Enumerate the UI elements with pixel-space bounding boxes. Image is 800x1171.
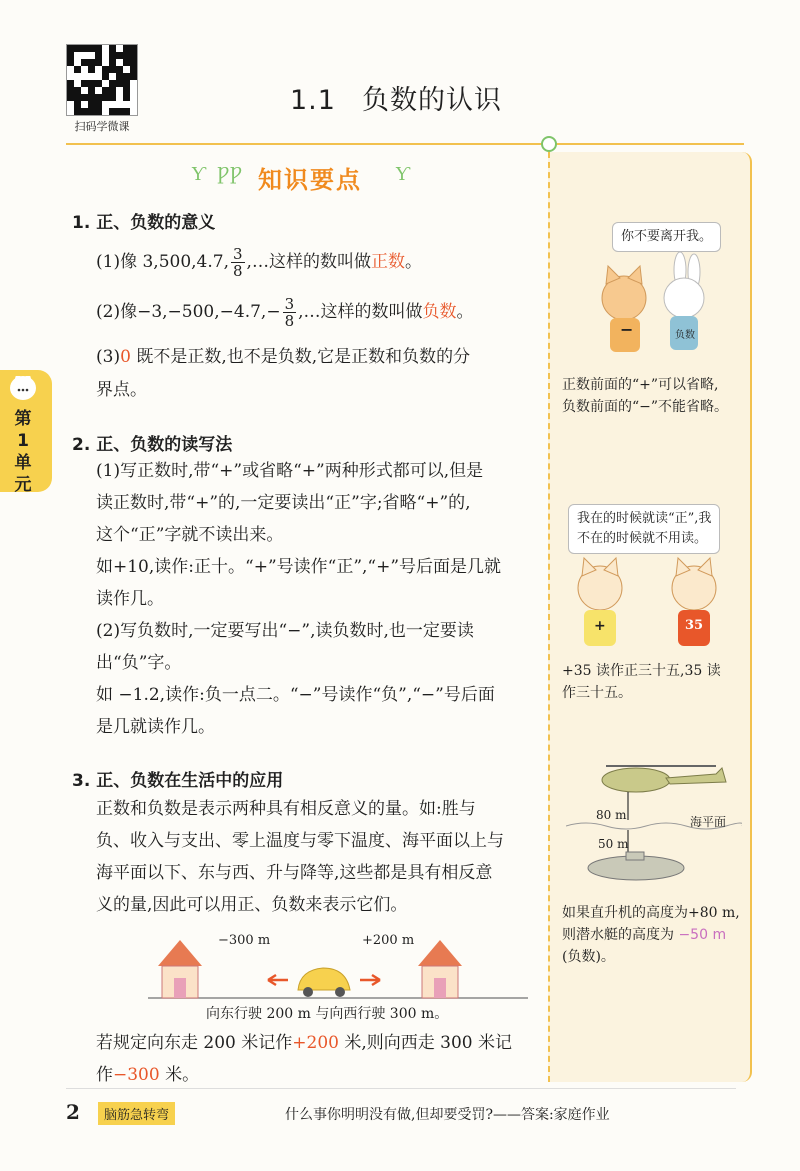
qr-module <box>109 59 116 66</box>
frac-den: 8 <box>284 312 295 330</box>
qr-module <box>67 45 74 52</box>
qr-module <box>109 101 116 108</box>
qr-module <box>109 80 116 87</box>
s2-l3: 这个“正”字就不读出来。 <box>96 525 284 545</box>
qr-module <box>95 94 102 101</box>
frac-num: 3 <box>284 295 295 313</box>
unit-tab[interactable] <box>0 370 52 495</box>
qr-module <box>109 108 116 115</box>
riddle-text: 什么事你明明没有做,但却要受罚?——答案:家庭作业 <box>285 1107 610 1123</box>
qr-module <box>109 73 116 80</box>
side-note3-c: (负数)。 <box>562 949 615 965</box>
s1-l2-end: 。 <box>456 302 474 322</box>
qr-module <box>95 52 102 59</box>
side-note3-a: 如果直升机的高度为+80 m, <box>562 905 740 921</box>
qr-module <box>81 73 88 80</box>
qr-module <box>130 66 137 73</box>
s2-l4: 如+10,读作:正十。“+”号读作“正”,“+”号后面是几就 <box>96 557 502 577</box>
s3-c2-post: 米。 <box>159 1065 200 1085</box>
qr-module <box>123 108 130 115</box>
frac-num: 3 <box>233 245 243 263</box>
car-body <box>298 968 350 990</box>
qr-module <box>116 52 123 59</box>
arrow-east <box>360 975 380 985</box>
sea-level-label: 海平面 <box>690 815 727 829</box>
bubble2-line2: 不在的时候就不用读。 <box>577 531 708 546</box>
qr-module <box>116 66 123 73</box>
qr-module <box>74 101 81 108</box>
s2-l6: (2)写负数时,一定要写出“−”,读负数时,也一定要读 <box>96 621 474 641</box>
unit-tab-line2: 1 <box>17 431 29 451</box>
qr-module <box>81 80 88 87</box>
qr-module <box>67 108 74 115</box>
rule-circle-ornament <box>541 136 557 152</box>
qr-module <box>81 45 88 52</box>
s3-c2-pre: 作 <box>96 1065 113 1085</box>
qr-module <box>109 87 116 94</box>
qr-module <box>102 101 109 108</box>
qr-module <box>130 52 137 59</box>
qr-module <box>116 73 123 80</box>
qr-module <box>74 94 81 101</box>
qr-module <box>81 59 88 66</box>
qr-module <box>109 52 116 59</box>
qr-module <box>74 108 81 115</box>
qr-module <box>130 73 137 80</box>
s1-l1-post: ,…这样的数叫做 <box>246 252 371 272</box>
qr-module <box>116 80 123 87</box>
shirt-number: 35 <box>685 618 704 633</box>
s1-l2-pre: (2)像−3,−500,−4.7,− <box>96 302 281 322</box>
qr-module <box>130 94 137 101</box>
qr-module <box>123 66 130 73</box>
qr-module <box>95 59 102 66</box>
road-illustration <box>148 928 528 1008</box>
two-cats-illustration <box>560 556 740 656</box>
minus-sign-badge: − <box>620 320 634 339</box>
qr-module <box>102 59 109 66</box>
house-roof-left <box>158 940 202 966</box>
bunny-icon <box>10 376 36 400</box>
section1-line4: 界点。 <box>96 380 147 400</box>
qr-module <box>88 80 95 87</box>
s3-c1-post: 米,则向西走 300 米记 <box>338 1033 513 1053</box>
speech-bubble-2 <box>568 504 720 554</box>
s3-l3: 海平面以下、东与西、升与降等,这些都是具有相反意 <box>96 863 493 883</box>
qr-module <box>102 94 109 101</box>
value-minus-300: −300 <box>113 1065 160 1085</box>
qr-module <box>74 45 81 52</box>
lesson-title <box>290 78 502 117</box>
qr-module <box>88 73 95 80</box>
qr-module <box>67 59 74 66</box>
qr-module <box>102 80 109 87</box>
qr-module <box>67 94 74 101</box>
qr-module <box>102 87 109 94</box>
unit-tab-line1: 第 <box>14 409 32 429</box>
qr-module <box>74 52 81 59</box>
qr-module <box>102 66 109 73</box>
fraction-neg-3-8 <box>283 296 297 329</box>
qr-module <box>81 87 88 94</box>
qr-module <box>123 52 130 59</box>
qr-module <box>102 52 109 59</box>
arrow-west <box>268 975 288 985</box>
qr-module <box>74 87 81 94</box>
unit-tab-line3: 单 <box>14 453 32 473</box>
qr-module <box>81 66 88 73</box>
car-wheel-front <box>335 987 345 997</box>
section1-line2 <box>96 296 474 329</box>
qr-module <box>116 87 123 94</box>
qr-label: 扫码学微课 <box>74 120 130 133</box>
house-door-right <box>434 978 446 998</box>
s3-c1 <box>96 1028 512 1058</box>
section1-line3 <box>96 342 536 372</box>
plus-sign-badge: + <box>594 618 606 634</box>
qr-module <box>102 45 109 52</box>
qr-module <box>95 45 102 52</box>
qr-module <box>116 94 123 101</box>
s1-l1-end: 。 <box>404 252 422 272</box>
s2-l1: (1)写正数时,带“+”或省略“+”两种形式都可以,但是 <box>96 461 484 481</box>
side-note2-a: +35 读作正三十五,35 读 <box>562 663 721 679</box>
qr-module <box>130 80 137 87</box>
qr-module <box>81 94 88 101</box>
helicopter-height-label: 80 m <box>596 808 627 822</box>
qr-module <box>130 45 137 52</box>
side-note3-b <box>562 924 726 946</box>
fig-left-label: −300 m <box>218 933 271 948</box>
qr-module <box>67 52 74 59</box>
qr-module <box>74 73 81 80</box>
qr-module <box>67 73 74 80</box>
section1-line1 <box>96 246 422 279</box>
qr-module <box>88 101 95 108</box>
helicopter-tail <box>666 768 726 784</box>
qr-module <box>95 66 102 73</box>
qr-module <box>130 101 137 108</box>
side-note1-a: 正数前面的“+”可以省略, <box>562 377 719 393</box>
qr-module <box>88 94 95 101</box>
footer-rule <box>66 1088 736 1089</box>
page-number: 2 <box>66 1100 80 1124</box>
s2-l2: 读正数时,带“+”的,一定要读出“正”字;省略“+”的, <box>96 493 471 513</box>
fig-right-label: +200 m <box>362 933 415 948</box>
qr-module <box>67 80 74 87</box>
qr-module <box>88 87 95 94</box>
car-wheel-back <box>303 987 313 997</box>
speech-bubble-1: 你不要离开我。 <box>612 222 721 252</box>
frac-den: 8 <box>233 262 243 280</box>
value-minus-50: −50 m <box>678 927 727 943</box>
lesson-number: 1.1 <box>290 85 336 116</box>
zero-highlight: 0 <box>120 347 131 367</box>
s2-l7: 出“负”字。 <box>96 653 182 673</box>
s3-l2: 负、收入与支出、零上温度与零下温度、海平面以上与 <box>96 831 504 851</box>
qr-module <box>67 101 74 108</box>
qr-module <box>95 108 102 115</box>
qr-module <box>88 52 95 59</box>
qr-module <box>123 80 130 87</box>
qr-module <box>102 108 109 115</box>
qr-code[interactable] <box>66 44 138 116</box>
s3-c1-pre: 若规定向东走 200 米记作 <box>96 1033 293 1053</box>
s1-l3-a: 既不是正数,也不是负数,它是正数和负数的分 <box>130 347 471 367</box>
qr-module <box>116 101 123 108</box>
lesson-title-text: 负数的认识 <box>361 85 502 116</box>
side-note2-b: 作三十五。 <box>562 685 632 701</box>
fig-caption: 向东行驶 200 m 与向西行驶 300 m。 <box>206 1006 449 1022</box>
submarine-depth-label: 50 m <box>598 837 629 851</box>
knowledge-heading: 知识要点 <box>258 166 362 194</box>
fraction-3-8 <box>231 246 245 279</box>
qr-module <box>81 52 88 59</box>
side-note1-b: 负数前面的“−”不能省略。 <box>562 399 729 415</box>
qr-module <box>88 45 95 52</box>
qr-module <box>81 101 88 108</box>
qr-module <box>130 87 137 94</box>
house-roof-right <box>418 940 462 966</box>
road-figure <box>148 928 528 1008</box>
house-door-left <box>174 978 186 998</box>
cat-bunny-illustration <box>590 252 710 362</box>
qr-module <box>74 66 81 73</box>
header-rule <box>66 143 548 145</box>
qr-module <box>123 101 130 108</box>
s3-c2 <box>96 1060 199 1090</box>
term-negative: 负数 <box>422 302 457 322</box>
sprout-icon-right: Ƴ <box>396 164 410 185</box>
qr-module <box>74 59 81 66</box>
helicopter-body <box>602 768 670 792</box>
sprout-icon-left: Ƴ ǷǷ <box>192 164 243 185</box>
qr-module <box>109 66 116 73</box>
qr-module <box>109 94 116 101</box>
value-plus-200: +200 <box>292 1033 339 1053</box>
s1-l3-pre: (3) <box>96 347 121 367</box>
qr-module <box>130 59 137 66</box>
qr-module <box>116 108 123 115</box>
bubble2-line1: 我在的时候就读“正”,我 <box>577 511 712 526</box>
s1-l2-post: ,…这样的数叫做 <box>298 302 423 322</box>
s3-l1: 正数和负数是表示两种具有相反意义的量。如:胜与 <box>96 799 476 819</box>
section2-title: 2. 正、负数的读写法 <box>72 435 233 455</box>
qr-module <box>102 73 109 80</box>
unit-tab-line4: 元 <box>14 475 32 495</box>
qr-module <box>67 87 74 94</box>
qr-module <box>109 45 116 52</box>
qr-module <box>123 94 130 101</box>
term-positive: 正数 <box>370 252 405 272</box>
section3-title: 3. 正、负数在生活中的应用 <box>72 771 284 791</box>
header-rule-right <box>552 143 744 145</box>
bunny-face <box>664 278 704 318</box>
qr-module <box>116 59 123 66</box>
qr-module <box>123 45 130 52</box>
s1-l1-pre: (1)像 3,500,4.7, <box>96 252 229 272</box>
negative-badge: 负数 <box>675 330 695 341</box>
qr-module <box>116 45 123 52</box>
s2-l8: 如 −1.2,读作:负一点二。“−”号读作“负”,“−”号后面 <box>96 685 495 705</box>
section1-title: 1. 正、负数的意义 <box>72 213 216 233</box>
qr-module <box>123 59 130 66</box>
qr-module <box>67 66 74 73</box>
riddle-tag: 脑筋急转弯 <box>98 1102 175 1125</box>
qr-module <box>81 108 88 115</box>
s2-l5: 读作几。 <box>96 589 164 609</box>
qr-module <box>123 87 130 94</box>
qr-module <box>95 101 102 108</box>
qr-module <box>88 66 95 73</box>
qr-module <box>123 73 130 80</box>
qr-module <box>95 73 102 80</box>
qr-module <box>130 108 137 115</box>
qr-module <box>88 59 95 66</box>
qr-module <box>74 80 81 87</box>
side-note3-b-pre: 则潜水艇的高度为 <box>562 927 679 943</box>
s3-l4: 义的量,因此可以用正、负数来表示它们。 <box>96 895 408 915</box>
qr-module <box>95 80 102 87</box>
s2-l9: 是几就读作几。 <box>96 717 215 737</box>
qr-module <box>88 108 95 115</box>
qr-module <box>95 87 102 94</box>
